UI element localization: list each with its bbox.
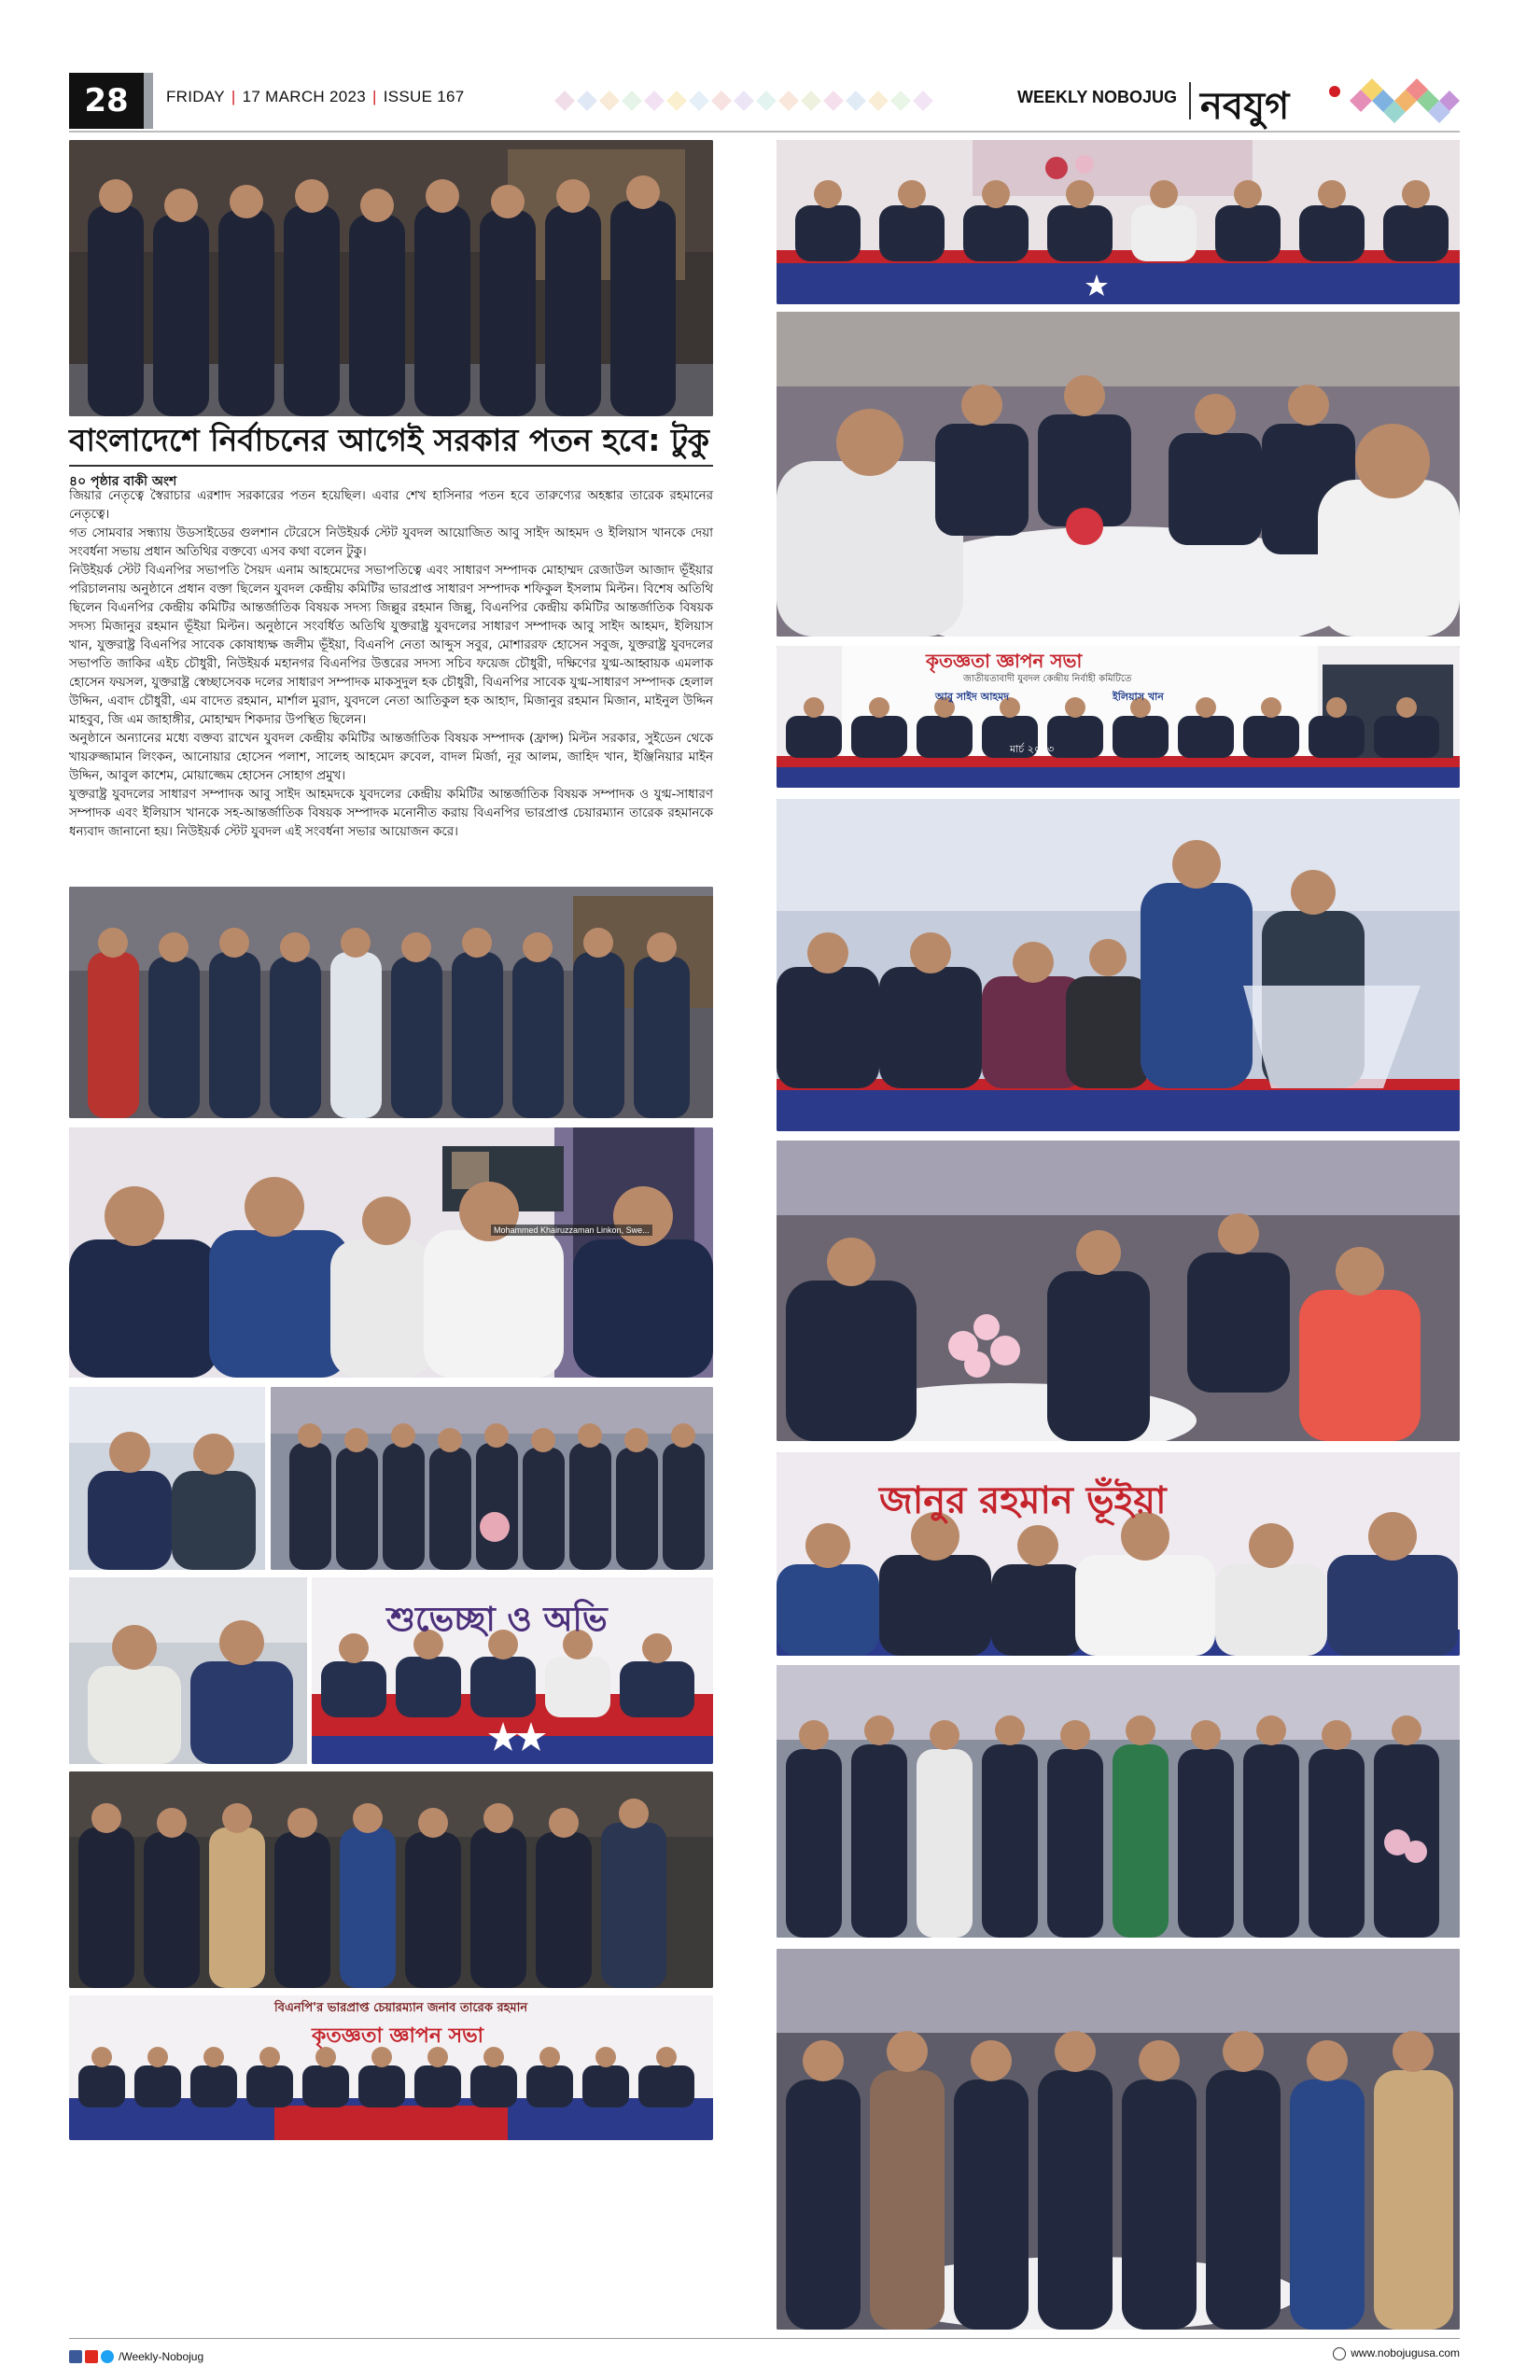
publication-name: WEEKLY NOBOJUG [1017,88,1178,106]
photo-group-standing-1 [69,140,713,416]
newspaper-logo: নবযুগ [1200,84,1290,128]
photo-audience-tables [777,312,1460,637]
page-number: 28 [69,73,144,129]
banner-chairman-text: বিএনপি'র ভারপ্রাপ্ত চেয়ারম্যান জনাব তারেক রহমান [274,2001,528,2015]
header-rule [69,131,1460,133]
issue-number: ISSUE 167 [383,88,465,105]
banner-name-large: জানুর রহমান ভূঁইয়া [879,1479,1167,1522]
photo-stage-dignitaries [777,1452,1460,1656]
footer-website[interactable] [1333,2346,1460,2360]
video-call-label: Mohammed Khairuzzaman Linkon, Swe... [491,1225,652,1236]
header-divider [1189,82,1191,119]
photo-audience-flowers [777,1141,1460,1441]
footer-social [69,2346,203,2367]
banner-gratitude-text: কৃতজ্ঞতা জ্ঞাপন সভা [926,650,1083,672]
page-header [69,73,1460,129]
photo-speaker-podium [777,799,1460,1131]
photo-group-hall [777,1949,1460,2330]
photo-head-table-1 [777,140,1460,304]
photo-head-table-banner [777,646,1460,788]
photo-group-standing-3 [69,1771,713,1988]
footer-rule [69,2338,1460,2339]
article-paragraph: গত সোমবার সন্ধ্যায় উডসাইডের গুলশান টেরেসে নিউইয়র্ক স্টেট যুবদল আয়োজিত আবু সাইদ আহমদ ও ইলিয়াস খানকে দেয়া সংবর্ধনা সভায় প্রধান অতিথির বক্তব্যে এসব কথা বলেন টুকু। [69,526,713,559]
header-mosaic-right [1350,78,1460,123]
continuation-note: ৪০ পৃষ্ঠার বাকী অংশ [69,474,177,489]
banner-date-text: মার্চ ২০২৩ [1010,743,1055,755]
photo-stage-guests [69,1127,713,1378]
banner-name-right: ইলিয়াস খান [1113,691,1164,703]
photo-group-seated [777,1665,1460,1938]
article-paragraph: অনুষ্ঠানে অন্যানের মধ্যে বক্তব্য রাখেন যুবদল কেন্দ্রীয় কমিটির আন্তর্জাতিক বিষয়ক সম্পাদক (ফ্রান্স) মিল্টন সরকার, সুইডেন থেকে খায়রুজ্জামান লিংকন, আনোয়ার হোসেন পলাশ, সালেহ আহমেদ রুবেল, বাদল মির্জা, নূর আলম, জাহিদ খান, ইঞ্জিনিয়ার মাইন উদ্দিন, আবুল কাশেম, মোয়াজ্জেম হোসেন সোহাগ প্রমুখ। [69,732,713,783]
article-paragraph: নিউইয়র্ক স্টেট বিএনপির সভাপতি সৈয়দ এনাম আহমেদের সভাপতিত্বে এবং সাধারণ সম্পাদক মোহাম্মদ রেজাউল আজাদ ভূঁইয়ার পরিচালনায় অনুষ্ঠানে প্রধান বক্তা ছিলেন যুবদল কেন্দ্রীয় কমিটির ভারপ্রাপ্ত সাধারণ সম্পাদক শফিকুল ইসলাম মিল্টন। বিশেষ অতিথি ছিলেন বিএনপির কেন্দ্রীয় কমিটির আন্তর্জাতিক বিষয়ক সদস্য জিল্লুর রহমান জিল্লু, বিএনপির কেন্দ্রীয় কমিটির আন্তর্জাতিক বিষয়ক সদস্য মিজানুর রহমান ভূঁইয়া মিল্টন। অনুষ্ঠানে সংবর্ধিত অতিথি যুক্তরাষ্ট্র যুবদলের সাধারণ সম্পাদক আবু সাইদ আহমদ, ইলিয়াস খান, যুক্তরাষ্ট্র বিএনপির সাবেক কোষাধ্যক্ষ জলীম ভূঁইয়া, বিএনপি নেতা আব্দুস সবুর, মোশাররফ হোসেন সবুজ, যুক্তরাষ্ট্র যুবদলের সভাপতি জাকির এইচ চৌধুরী, নিউইয়র্ক মহানগর বিএনপির উত্তরের সদস্য সচিব ফয়েজ চৌধুরী, দক্ষিণের যুগ্ম-আহ্বায়ক এমলাক হোসেন ফয়সল, যুক্তরাষ্ট্র স্বেচ্ছাসেবক দলের সাধারণ সম্পাদক মাকসুদুল হক চৌধুরী, বিএনপির সাবেক যুগ্ম-সাধারণ সম্পাদক হেলাল উদ্দিন, এবাদ চৌধুরী, এম বাদেত রহমান, মার্শাল মুরাদ, যুবদলে নেতা আতিকুল হক আহাদ, মিজানুর রহমান মিজান, মাইনুল উদ্দিন মাহবুব, জি এম জাহাঙ্গীর, মোহাম্মদ শিকদার উপস্থিত ছিলেন। [69,564,713,727]
globe-icon [1333,2347,1346,2360]
article-body [69,487,713,842]
article-paragraph: যুক্তরাষ্ট্র যুবদলের সাধারণ সম্পাদক আবু সাইদ আহমদকে যুবদলের কেন্দ্রীয় কমিটির আন্তর্জাতিক বিষয়ক সম্পাদক ও যুগ্ম-সাধারণ সম্পাদক এবং ইলিয়াস খানকে সহ-আন্তর্জাতিক বিষয়ক সম্পাদক মনোনীত করায় বিএনপির ভারপ্রাপ্ত চেয়ারম্যান তারেক রহমানকে ধন্যবাদ জানানো হয়। নিউইয়র্ক স্টেট যুবদল এই সংবর্ধনা সভার আয়োজন করে। [69,788,713,839]
headline-rule [69,465,713,467]
banner-greeting-text: শুভেচ্ছা ও অভি [386,1601,608,1639]
photo-stage-greeting [312,1577,713,1764]
youtube-icon[interactable] [85,2350,98,2363]
facebook-icon[interactable] [69,2350,82,2363]
article-headline: বাংলাদেশে নির্বাচনের আগেই সরকার পতন হবে: টুকু [69,422,710,458]
banner-name-left: আবু সাইদ আহমদ [935,691,1010,703]
twitter-icon[interactable] [101,2350,114,2363]
issue-meta: FRIDAY | 17 MARCH 2023 | ISSUE 167 [166,88,465,105]
photo-group-standing-2 [69,887,713,1118]
issue-day: FRIDAY [166,88,225,105]
website-url[interactable]: www.nobojugusa.com [1351,2346,1460,2359]
issue-date: 17 MARCH 2023 [242,88,367,105]
logo-dot [1329,86,1340,97]
header-mosaic-left [554,80,946,121]
photo-two-men-2 [69,1577,307,1764]
banner-gratitude-text-2: কৃতজ্ঞতা জ্ঞাপন সভা [312,2024,483,2048]
social-handle[interactable]: /Weekly-Nobojug [119,2349,204,2363]
photo-two-men-1 [69,1387,265,1570]
photo-group-table [271,1387,713,1570]
article-paragraph: জিয়ার নেতৃত্বে স্বৈরাচার এরশাদ সরকারের পতন হয়েছিল। এবার শেখ হাসিনার পতন হবে তারুণ্যের অহঙ্কার তারেক রহমানের নেতৃত্বে। [69,489,713,522]
page-number-tab [144,73,153,129]
banner-subtitle-text: জাতীয়তাবাদী যুবদল কেন্দ্রীয় নির্বাহী কমিটিতে [963,674,1132,684]
photo-stage-panel [69,1995,713,2140]
